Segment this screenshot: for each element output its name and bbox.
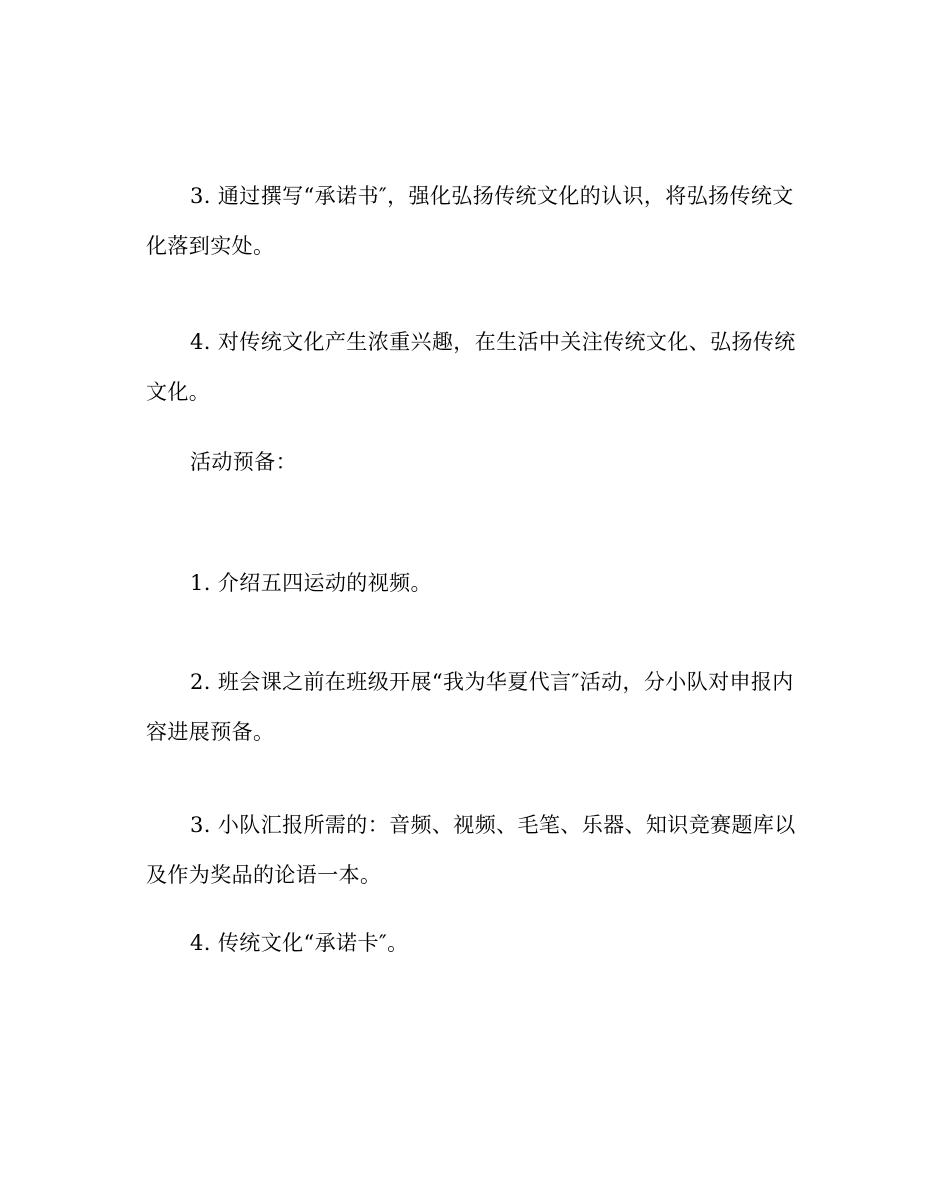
prep-item-3: 3. 小队汇报所需的：音频、视频、毛笔、乐器、知识竞赛题库以及作为奖品的论语一本。 — [146, 813, 796, 887]
section-heading-preparation: 活动预备： — [190, 450, 297, 474]
prep-item-1: 1. 介绍五四运动的视频。 — [190, 571, 432, 595]
prep-item-2: 2. 班会课之前在班级开展“我为华夏代言″活动，分小队对申报内容进展预备。 — [146, 670, 794, 744]
prep-item-4: 4. 传统文化“承诺卡″。 — [190, 931, 409, 955]
goal-item-3: 3. 通过撰写“承诺书″，强化弘扬传统文化的认识，将弘扬传统文化落到实处。 — [146, 184, 794, 258]
goal-item-4: 4. 对传统文化产生浓重兴趣，在生活中关注传统文化、弘扬传统文化。 — [146, 330, 796, 404]
